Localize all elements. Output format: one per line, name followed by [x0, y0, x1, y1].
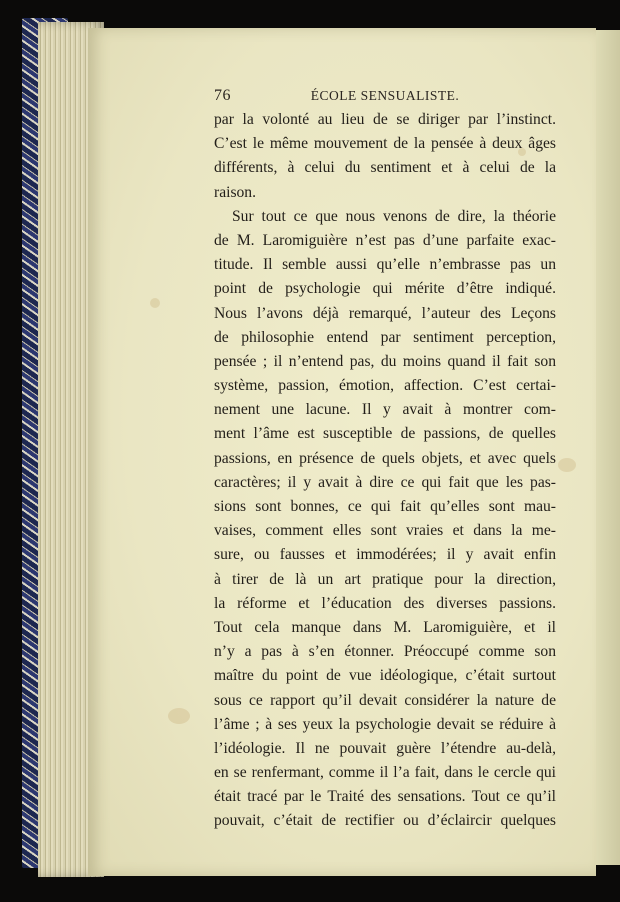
- foxing-spot: [558, 458, 576, 472]
- foxing-spot: [168, 708, 190, 724]
- running-title: ÉCOLE SENSUALISTE.: [310, 88, 460, 103]
- foxing-spot: [150, 298, 160, 308]
- text-line: système, passion, émotion, affection. C’est certai-: [214, 377, 556, 395]
- text-line: maître du point de vue idéologique, c’était surtout: [214, 667, 556, 685]
- text-line: pensée ; il n’entend pas, du moins quand il fait son: [214, 352, 556, 370]
- text-line: différents, à celui du sentiment et à celui de la: [214, 159, 556, 177]
- text-line: passions, en présence de quels objets, et avec quels: [214, 449, 556, 467]
- text-line: point de psychologie qui mérite d’être indiqué.: [214, 280, 556, 298]
- text-line: était tracé par le Traité des sensations. Tout ce qu’il: [214, 788, 556, 806]
- text-line: raison.: [214, 183, 257, 201]
- text-line: de philosophie entend par sentiment perception,: [214, 328, 556, 346]
- running-head: [214, 84, 556, 108]
- text-line: sions sont bonnes, ce qui fait qu’elles sont mau-: [214, 498, 556, 515]
- text-line: par la volonté au lieu de se diriger par l’instinct.: [214, 111, 556, 128]
- text-line: sous ce rapport qu’il devait considérer la nature de: [214, 691, 556, 709]
- text-line: C’est le même mouvement de la pensée à deux âges: [214, 135, 556, 153]
- text-line: vaises, comment elles sont vraies et dans la me-: [214, 522, 556, 540]
- text-line: l’idéologie. Il ne pouvait guère l’étendre au-delà,: [214, 739, 556, 757]
- text-line: ment l’âme est susceptible de passions, de quelles: [214, 425, 556, 443]
- page-number: 76: [214, 87, 231, 104]
- text-line: sure, ou fausses et immodérées; il y avait enfin: [214, 546, 556, 564]
- text-line: pouvait, c’était de rectifier ou d’éclaircir quelques: [214, 812, 556, 830]
- text-line: la réforme et l’éducation des diverses passions.: [214, 594, 556, 612]
- text-line: Sur tout ce que nous venons de dire, la théorie: [232, 207, 556, 225]
- text-line: de M. Laromiguière n’est pas d’une parfaite exac-: [214, 231, 556, 249]
- text-line: Tout cela manque dans M. Laromiguière, et il: [214, 618, 556, 636]
- text-line: à tirer de là un art pratique pour la direction,: [214, 570, 556, 588]
- text-line: l’âme ; à ses yeux la psychologie devait se réduire à: [214, 715, 556, 733]
- facing-page-edge: [596, 30, 620, 865]
- body-text: [214, 108, 556, 834]
- text-line: caractères; il y avait à dire ce qui fait que les pas-: [214, 473, 556, 491]
- text-line: n’y a pas à s’en étonner. Préoccupé comme son: [214, 643, 556, 661]
- text-line: Nous l’avons déjà remarqué, l’auteur des Leçons: [214, 304, 556, 322]
- text-line: nement une lacune. Il y avait à montrer com-: [214, 401, 556, 419]
- text-line: titude. Il semble aussi qu’elle n’embrasse pas un: [214, 256, 556, 274]
- text-line: en se renfermant, comme il l’a fait, dans le cercle qui: [214, 764, 556, 782]
